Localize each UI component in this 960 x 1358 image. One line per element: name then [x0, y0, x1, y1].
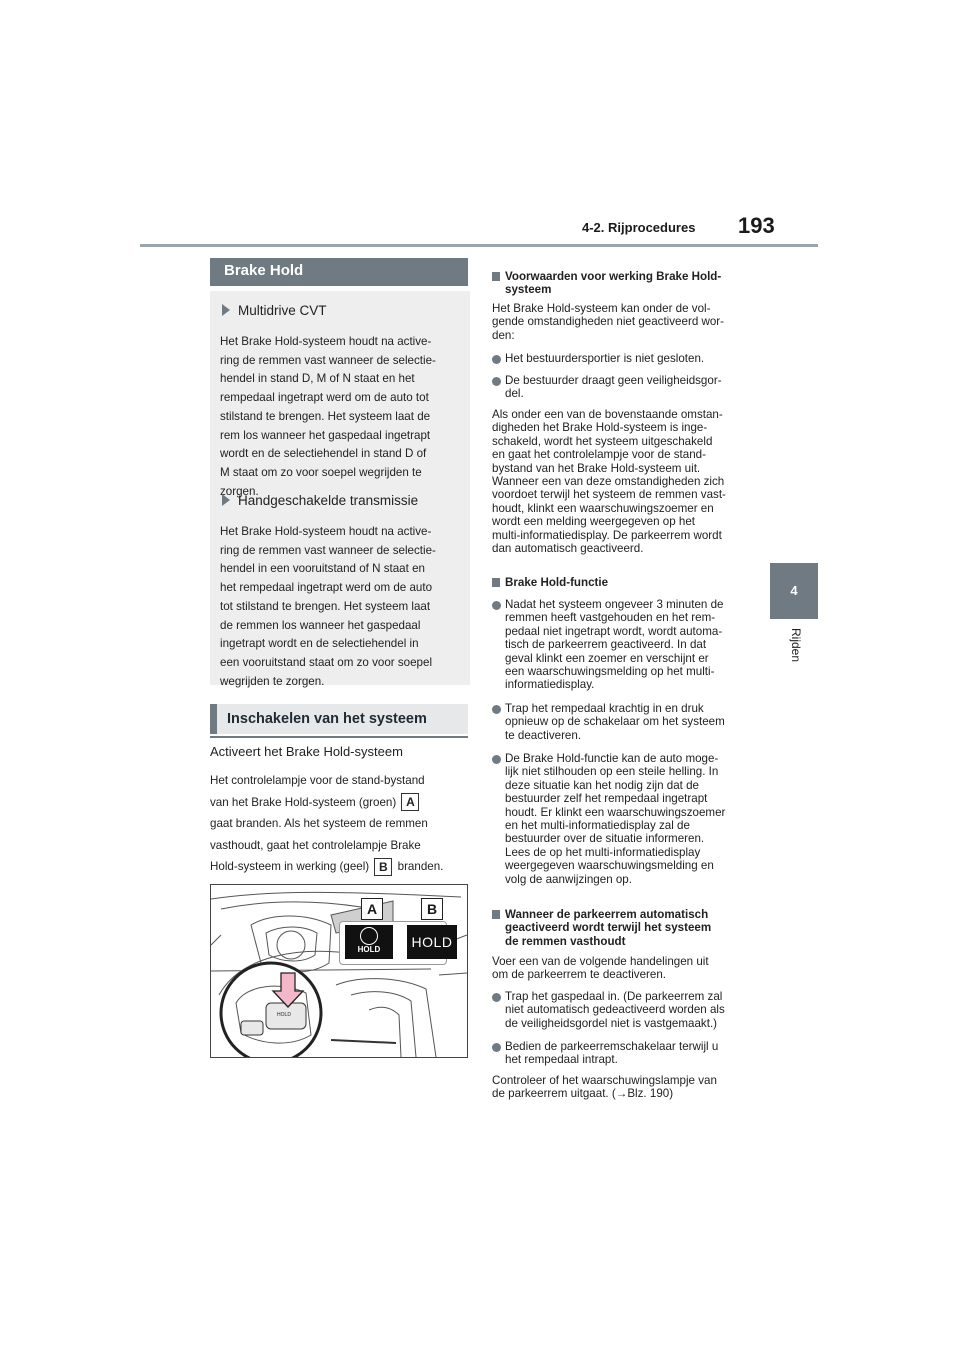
- text-line: bestuurder over de situatie informeren.: [505, 832, 705, 846]
- callout-b-badge: B: [374, 858, 392, 876]
- text-line: digheden het Brake Hold-systeem is inge-: [492, 421, 708, 435]
- text-line: opnieuw op de schakelaar om het systeem: [505, 715, 725, 729]
- text-line: Lees de op het multi-informatiedisplay: [505, 845, 701, 859]
- text-line: vasthoudt, gaat het controlelampje Brake: [210, 838, 421, 852]
- text-line: hendel in een vooruitstand of N staat en: [220, 562, 425, 576]
- text-line: lijk niet stilhouden op een steile helling. In: [505, 765, 719, 779]
- text-line: gaat branden. Als het systeem de remmen: [210, 817, 428, 830]
- text-line: Brake Hold-functie: [505, 576, 609, 589]
- bullet-accelerator: [492, 990, 754, 1030]
- text-line: rem los wanneer het gaspedaal ingetrapt: [220, 428, 431, 442]
- text-line: Controleer of het waarschuwingslampje van: [492, 1074, 717, 1087]
- text-line: tisch de parkeerrem geactiveerd. In dat: [505, 638, 707, 652]
- text-line: Het Brake Hold-systeem houdt na active-: [220, 335, 432, 348]
- text-line: Bedien de parkeerremschakelaar terwijl u: [505, 1040, 719, 1053]
- indicator-description: [210, 770, 475, 878]
- cvt-condition: [222, 303, 327, 318]
- heading-underline: [210, 736, 468, 738]
- triangle-bullet-icon: [222, 494, 230, 506]
- text-line: Voer een van de volgende handelingen uit: [492, 955, 709, 968]
- text-line: houdt, klinkt een waarschuwingszoemer en: [492, 501, 714, 515]
- text-line: en het multi-informatiedisplay zal de: [505, 819, 690, 833]
- text-line: systeem: [505, 283, 552, 297]
- chapter-tab: 4: [770, 563, 818, 619]
- text-line: M staat om zo voor soepel wegrijden te: [220, 465, 422, 479]
- text-line: te deactiveren.: [505, 728, 582, 742]
- text-line: volg de aanwijzingen op.: [505, 872, 632, 886]
- text-line: Het Brake Hold-systeem kan onder de vol-: [492, 302, 711, 315]
- text-line: om de parkeerrem te deactiveren.: [492, 968, 666, 982]
- text-line: Trap het gaspedaal in. (De parkeerrem zal: [505, 990, 723, 1003]
- text-line: hendel in stand D, M of N staat en het: [220, 372, 415, 386]
- parking-brake-heading: [492, 908, 767, 948]
- text-line: het rempedaal ingetrapt werd om de auto: [220, 581, 433, 595]
- text-line: tot stilstand te brengen. Het systeem laat: [220, 599, 431, 613]
- callout-a-label: A: [361, 898, 383, 920]
- text-line: ring de remmen vast wanneer de selectie-: [220, 543, 436, 557]
- text-line: de remmen vasthoudt: [505, 934, 626, 948]
- text-line: ingetrapt wordt en de selectiehendel in: [220, 637, 419, 651]
- text-line: ring de remmen vast wanneer de selectie-: [220, 353, 436, 367]
- text-line: [210, 792, 475, 814]
- manual-paragraph: [220, 523, 465, 691]
- text-line: een vooruitstand staat om zo voor soepel: [220, 655, 433, 669]
- hold-active-indicator: HOLD: [407, 925, 457, 959]
- text-span: Hold-systeem in werking (geel): [210, 860, 370, 873]
- conditions-result: [492, 408, 754, 555]
- text-line: Als onder een van de bovenstaande omstan-: [492, 408, 723, 421]
- text-line: en gaat het controlelampje voor de stand-: [492, 448, 706, 462]
- text-line: Het controlelampje voor de stand-bystand: [210, 774, 425, 787]
- text-line: bestuurder zelf het rempedaal ingetrapt: [505, 792, 708, 806]
- text-line: wordt een melding weergegeven op het: [492, 515, 696, 529]
- hold-switch-label: HOLD: [277, 1012, 291, 1018]
- text-line: rempedaal ingetrapt werd om de auto tot: [220, 391, 429, 405]
- text-line: Het Brake Hold-systeem houdt na active-: [220, 525, 432, 538]
- hold-circle-icon: [360, 927, 378, 945]
- text-line: de parkeerrem uitgaat. (→Blz. 190): [492, 1087, 674, 1101]
- text-line: geactiveerd wordt terwijl het systeem: [505, 921, 712, 935]
- callout-a-badge: A: [401, 793, 419, 811]
- text-line: Het bestuurdersportier is niet gesloten.: [505, 352, 705, 365]
- text-span: branden.: [397, 860, 444, 873]
- activate-step: Activeert het Brake Hold-systeem: [210, 744, 403, 759]
- text-line: niet automatisch gedeactiveerd worden als: [505, 1003, 725, 1017]
- text-line: zorgen.: [220, 484, 259, 498]
- inschakelen-heading: Inschakelen van het systeem: [210, 704, 468, 734]
- bullet-seatbelt: [492, 374, 754, 401]
- text-line: dan automatisch geactiveerd.: [492, 542, 644, 556]
- cvt-paragraph: [220, 333, 465, 501]
- text-line: Trap het rempedaal krachtig in en druk: [505, 702, 704, 715]
- text-line: bystand van het Brake Hold-systeem uit.: [492, 461, 701, 475]
- text-line: remmen heeft vastgehouden en het rem-: [505, 611, 716, 625]
- text-line: Wanneer een van deze omstandigheden zich: [492, 475, 725, 489]
- brake-hold-heading: Brake Hold: [210, 258, 468, 286]
- bullet-door-open: [492, 352, 754, 365]
- text-line: De Brake Hold-functie kan de auto moge-: [505, 752, 719, 765]
- text-line: pedaal niet ingetrapt wordt, wordt automa-: [505, 624, 723, 638]
- callout-b-label: B: [421, 898, 443, 920]
- hold-standby-indicator: [345, 925, 393, 959]
- hold-small-text: HOLD: [357, 945, 381, 954]
- text-line: de remmen los wanneer het gaspedaal: [220, 618, 421, 632]
- text-line: Nadat het systeem ongeveer 3 minuten de: [505, 598, 724, 611]
- text-line: deze situatie kan het nodig zijn dat de: [505, 778, 700, 792]
- text-line: schakeld, wordt het systeem uitgeschakeld: [492, 434, 713, 448]
- text-line: houdt. Er klinkt een waarschuwingszoemer: [505, 805, 726, 819]
- chapter-label: Rijden: [789, 627, 803, 663]
- text-line: de veiligheidsgordel niet is vastgemaakt.): [505, 1016, 718, 1030]
- text-line: wordt en de selectiehendel in stand D of: [220, 447, 427, 461]
- text-line: informatiedisplay.: [505, 678, 595, 692]
- section-title: 4-2. Rijprocedures: [582, 220, 696, 235]
- text-line: den:: [492, 328, 515, 342]
- bullet-deactivate: [492, 702, 754, 742]
- text-line: een waarschuwingsmelding op het multi-: [505, 665, 715, 679]
- text-line: wegrijden te zorgen.: [220, 674, 325, 688]
- function-heading: [492, 576, 767, 589]
- page-number: 193: [738, 213, 775, 238]
- conditions-intro: [492, 302, 754, 342]
- text-line: [210, 856, 475, 878]
- brake-hold-info-box: [210, 291, 470, 688]
- bullet-steep-slope: [492, 752, 754, 886]
- check-warning-light: [492, 1074, 754, 1101]
- text-line: Wanneer de parkeerrem automatisch: [505, 908, 709, 921]
- parking-brake-intro: [492, 955, 754, 982]
- text-line: het rempedaal intrapt.: [505, 1053, 618, 1067]
- text-line: gende omstandigheden niet geactiveerd wor-: [492, 315, 725, 329]
- text-line: stilstand te brengen. Het systeem laat de: [220, 409, 431, 423]
- text-line: voordoet terwijl het systeem de remmen vast-: [492, 488, 726, 502]
- text-line: weergegeven waarschuwingsmelding en: [505, 859, 714, 873]
- triangle-bullet-icon: [222, 304, 230, 316]
- text-line: del.: [505, 387, 524, 401]
- bullet-auto-parking-brake: [492, 598, 754, 692]
- text-line: multi-informatiedisplay. De parkeerrem wordt: [492, 528, 722, 542]
- text-span: van het Brake Hold-systeem (groen): [210, 795, 397, 809]
- brake-hold-illustration: [210, 884, 468, 1058]
- conditions-heading: [492, 270, 767, 297]
- bullet-parking-switch: [492, 1040, 754, 1067]
- manual-condition: [222, 493, 418, 508]
- text-line: De bestuurder draagt geen veiligheidsgor-: [505, 374, 722, 387]
- manual-label: Handgeschakelde transmissie: [238, 493, 419, 508]
- header-divider: [140, 244, 818, 247]
- text-line: Voorwaarden voor werking Brake Hold-: [505, 270, 722, 283]
- text-line: geval klinkt een zoemer en verschijnt er: [505, 651, 709, 665]
- cvt-label: Multidrive CVT: [238, 303, 327, 318]
